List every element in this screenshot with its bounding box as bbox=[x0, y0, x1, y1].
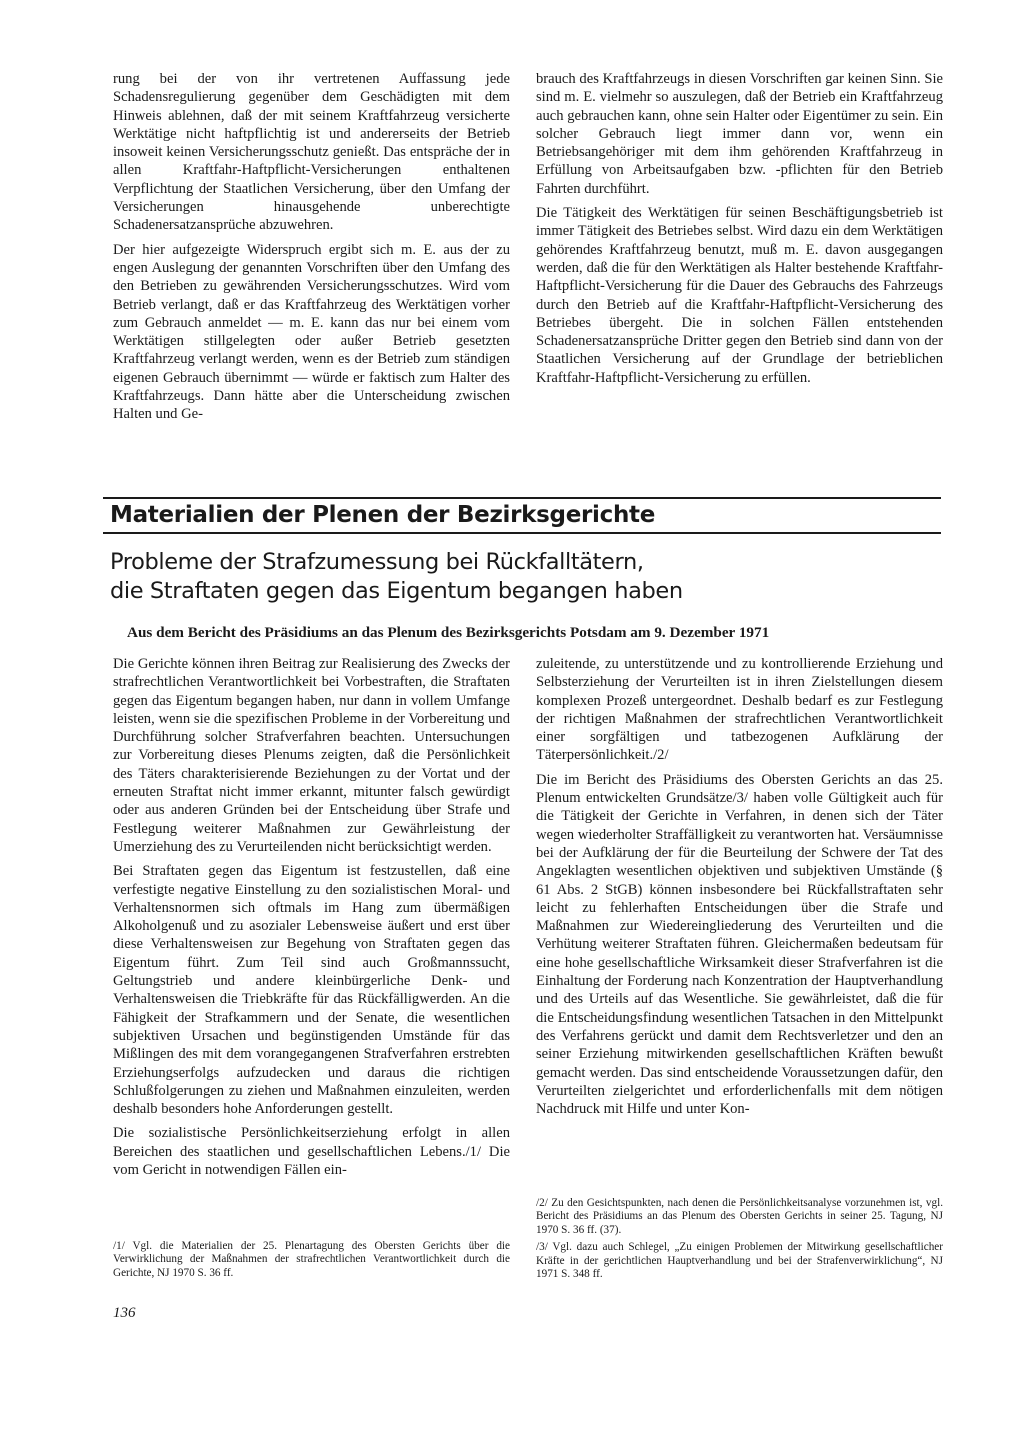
article-title-line: die Straftaten gegen das Eigentum begangen haben bbox=[110, 578, 683, 604]
footnote: /3/ Vgl. dazu auch Schlegel, „Zu einigen Problemen der Mitwirkung gesellschaftlicher Kräfte in der gerichtlichen Hauptverhandlung und bei der Strafenverwirklichung“, NJ 1971 S. 348 ff. bbox=[536, 1241, 943, 1281]
section-rule-bottom bbox=[103, 532, 941, 534]
footnotes-right bbox=[536, 1197, 943, 1285]
footnotes-left bbox=[113, 1240, 510, 1284]
footnote: /2/ Zu den Gesichtspunkten, nach denen die Persönlichkeitsanalyse vorzunehmen ist, vgl. Bericht des Präsidiums an das Plenum des Obersten Gerichts in seiner 25. Tagung, NJ 1970 S. 36 ff. (37). bbox=[536, 1197, 943, 1236]
article-left-column bbox=[113, 655, 510, 1185]
paragraph: Die Tätigkeit des Werktätigen für seinen Beschäftigungsbetrieb ist immer Tätigkeit des Betriebes selbst. Wird dazu ein dem Werktätigen gehörendes Kraftfahrzeug benutzt, muß m. E. davon ausgegangen werden, daß die für den Werktätigen als Halter bestehende Kraftfahr-Haftpflicht-Versicherung für die Dauer des Gebrauchs des Fahrzeugs durch den Betrieb auf die Kraftfahr-Haftpflicht-Versicherung des Betriebes übergeht. Die in solchen Fällen entstehenden Schadenersatzansprüche Dritter gegen den Betrieb sind dann von der Staatlichen Versicherung auf der Grundlage der betrieblichen Kraftfahr-Haftpflicht-Versicherung zu erfüllen. bbox=[536, 205, 943, 386]
article-subtitle: Aus dem Bericht des Präsidiums an das Plenum des Bezirksgerichts Potsdam am 9. Dezember 1971 bbox=[127, 624, 770, 641]
article-right-column bbox=[536, 655, 943, 1124]
article-title-line: Probleme der Strafzumessung bei Rückfalltätern, bbox=[110, 549, 644, 575]
paragraph: Die Gerichte können ihren Beitrag zur Realisierung des Zwecks der strafrechtlichen Verantwortlichkeit bei Vorbestraften, die Straftaten gegen das Eigentum begangen haben, nur dann in vollem Umfange leisten, wenn sie die spezifischen Probleme in der Vorbereitung und Durchführung solcher Strafverfahren beachten. Untersuchungen zur Vorbereitung dieses Plenums zeigten, daß die Persönlichkeit des Täters charakterisierende Beziehungen zu der Vortat und der erneuten Straftat nicht immer erkannt, mitunter falsch gewürdigt oder aus anderen Gründen bei der Entscheidung über Strafe und Festlegung weiterer Maßnahmen zur Gewährleistung der Umerziehung des zu Verurteilenden nicht berücksichtigt werden. bbox=[113, 656, 510, 855]
paragraph: Die im Bericht des Präsidiums des Obersten Gerichts an das 25. Plenum entwickelten Grundsätze/3/ haben volle Gültigkeit auch für die Tätigkeit der Gerichte in Verfahren, in denen sich der Täter wegen wiederholter Straffälligkeit zu verantworten hat. Versäumnisse bei der Aufklärung der für die Beurteilung der Schwere der Tat des Angeklagten wesentlichen objektiven und subjektiven Umstände (§ 61 Abs. 2 StGB) können insbesondere bei Rückfallstraftaten sehr leicht zu fehlerhaften Entscheidungen über die Strafe und Maßnahmen zur Wiedereingliederung des Verurteilten und die Verhütung weiterer Straftaten führen. Gleichermaßen bedeutsam für eine hohe gesellschaftliche Wirksamkeit dieser Strafverfahren ist die Einhaltung der Forderung nach Konzentration der Hauptverhandlung und des Urteils auf das Wesentliche. Sie gewährleistet, daß die für die Entscheidungsfindung wesentlichen Tatsachen in den Mittelpunkt des Verfahrens gerückt und damit dem Rechtsverletzer und den an seiner Erziehung mitwirkenden gesellschaftlichen Kräften bewußt gemacht werden. Das sind entscheidende Voraussetzungen dafür, den Verurteilten zielgerichtet und erforderlichenfalls mit dem nötigen Nachdruck mit Hilfe und unter Kon- bbox=[536, 771, 943, 1118]
article-title bbox=[110, 548, 940, 606]
paragraph: rung bei der von ihr vertretenen Auffassung jede Schadensregulierung gegenüber dem Geschädigten mit dem Hinweis ablehnen, daß der mit seinem Kraftfahrzeug versicherte Werktätige nicht haftpflichtig ist und andererseits der Betrieb insoweit keinen Versicherungsschutz genießt. Das entspräche der in allen Kraftfahr-Haftpflicht-Versicherungen enthaltenen Verpflichtung der Staatlichen Versicherung, über den Umfang der Versicherungen hinausgehende unberechtigte Schadenersatzansprüche abzuwehren. bbox=[113, 71, 510, 234]
footnote: /1/ Vgl. die Materialien der 25. Plenartagung des Obersten Gerichts über die Verwirklichung der Maßnahmen der strafrechtlichen Verantwortlichkeit durch die Gerichte, NJ 1970 S. 36 ff. bbox=[113, 1240, 510, 1279]
section-heading: Materialien der Plenen der Bezirksgerichte bbox=[110, 502, 656, 528]
paragraph: Die sozialistische Persönlichkeitserziehung erfolgt in allen Bereichen des staatlichen und gesellschaftlichen Lebens./1/ Die vom Gericht in notwendigen Fällen ein- bbox=[113, 1125, 510, 1179]
paragraph: brauch des Kraftfahrzeugs in diesen Vorschriften gar keinen Sinn. Sie sind m. E. vielmehr so auszulegen, daß der Betrieb ein Kraftfahrzeug auch gebrauchen kann, ohne sein Halter oder Eigentümer zu sein. Ein solcher Gebrauch liegt immer dann vor, wenn ein Betriebsangehöriger mit dem ihm gehörenden Kraftfahrzeug in Erfüllung von Arbeitsaufgaben bzw. -pflichten für den Betrieb Fahrten durchführt. bbox=[536, 71, 943, 197]
paragraph: Der hier aufgezeigte Widerspruch ergibt sich m. E. aus der zu engen Auslegung der genannten Vorschriften über den Umfang des den Betrieben zu gewährenden Versicherungsschutzes. Wird vom Betrieb verlangt, daß er das Kraftfahrzeug des Werktätigen vorher zum Gebrauch anmeldet — m. E. kann das nur bei einem vom Werktätigen stillgelegten oder außer Betrieb gesetzten Kraftfahrzeug verlangt werden, wenn es der Betrieb zum ständigen eigenen Gebrauch übernimmt — würde er faktisch zum Halter des Kraftfahrzeugs. Dann hätte aber die Unterscheidung zwischen Halten und Ge- bbox=[113, 241, 510, 423]
page-number: 136 bbox=[113, 1305, 136, 1321]
top-right-column bbox=[536, 70, 943, 393]
paragraph: zuleitende, zu unterstützende und zu kontrollierende Erziehung und Selbsterziehung der Verurteilten ist in ihren Zielstellungen diesem komplexen Prozeß untergeordnet. Deshalb bedarf es zur Festlegung der richtigen Maßnahmen der strafrechtlichen Verantwortlichkeit einer sorgfältigen und tatbezogenen Aufklärung der Täterpersönlichkeit./2/ bbox=[536, 656, 943, 764]
top-left-column bbox=[113, 70, 510, 430]
paragraph: Bei Straftaten gegen das Eigentum ist festzustellen, daß eine verfestigte negative Einstellung zu den sozialistischen Moral- und Verhaltensnormen sich oftmals im Hang zum übermäßigen Alkoholgenuß und zu asozialer Lebensweise äußert und erst über diese Verhaltensweisen zur Begehung von Straftaten gegen das Eigentum führt. Zum Teil sind auch Großmannssucht, Geltungstrieb und andere kleinbürgerliche Denk- und Verhaltensweisen die Triebkräfte für das Rückfälligwerden. An die Fähigkeit der Strafkammern und der Senate, die wesentlichen subjektiven Ursachen und begünstigenden Umstände für das Mißlingen des mit dem vorangegangenen Strafverfahren erstrebten Erziehungserfolgs aufzudecken und daraus die richtigen Schlußfolgerungen zu ziehen und Maßnahmen einzuleiten, werden deshalb besonders hohe Anforderungen gestellt. bbox=[113, 863, 510, 1118]
